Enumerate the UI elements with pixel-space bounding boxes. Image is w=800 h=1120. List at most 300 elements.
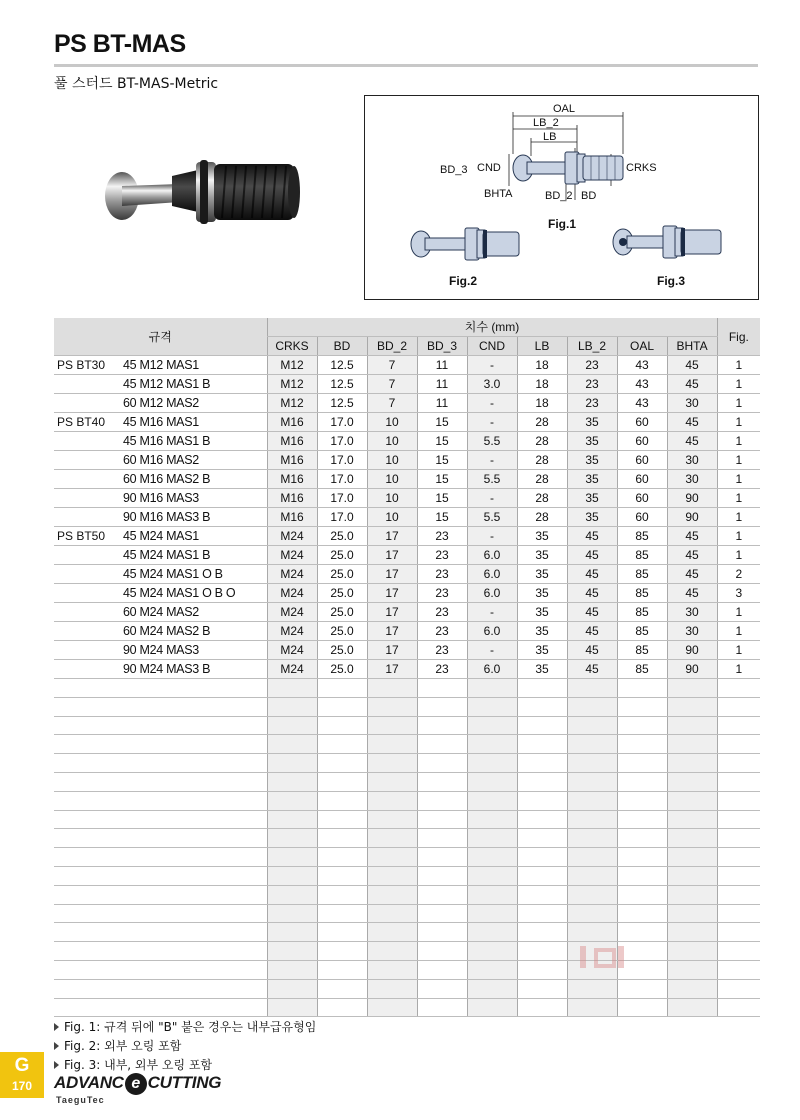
empty-cell: [667, 679, 717, 698]
spec-prefix: [54, 584, 123, 603]
empty-cell: [267, 960, 317, 979]
empty-cell: [367, 829, 417, 848]
empty-cell: [123, 942, 267, 961]
empty-cell: [123, 697, 267, 716]
dim-cell: 5.5: [467, 470, 517, 489]
dim-cell: M16: [267, 413, 317, 432]
empty-cell: [467, 697, 517, 716]
empty-cell: [717, 904, 760, 923]
dim-cell: 17.0: [317, 508, 367, 527]
empty-cell: [467, 904, 517, 923]
table-row: [54, 451, 760, 470]
dim-cell: 28: [517, 413, 567, 432]
empty-cell: [617, 716, 667, 735]
empty-cell: [367, 791, 417, 810]
label-bd3: BD_3: [440, 164, 468, 176]
blank-row: [54, 885, 760, 904]
dims-header: 치수 (mm): [267, 318, 717, 337]
fig-cell: 1: [717, 451, 760, 470]
label-cnd: CND: [477, 162, 501, 174]
label-bhta: BHTA: [484, 188, 513, 200]
pull-stud-photo: [100, 150, 320, 230]
dim-cell: 17: [367, 660, 417, 679]
empty-cell: [667, 866, 717, 885]
footnote-item: [54, 1037, 316, 1056]
dim-cell: 6.0: [467, 565, 517, 584]
section-letter: G: [14, 1055, 30, 1076]
empty-cell: [467, 829, 517, 848]
empty-cell: [54, 735, 123, 754]
empty-cell: [667, 885, 717, 904]
dim-cell: 23: [417, 546, 467, 565]
spec-name: 90 M24 MAS3 B: [123, 660, 267, 679]
dim-cell: 15: [417, 470, 467, 489]
spec-prefix: PS BT30: [54, 356, 123, 375]
footnote-text: Fig. 1: 규격 뒤에 "B" 붙은 경우는 내부급유형임: [64, 1020, 317, 1034]
dim-cell: 25.0: [317, 641, 367, 660]
empty-cell: [667, 979, 717, 998]
dim-cell: 90: [667, 489, 717, 508]
dim-cell: -: [467, 356, 517, 375]
dim-cell: 25.0: [317, 660, 367, 679]
dim-cell: 23: [567, 375, 617, 394]
dim-cell: 45: [567, 584, 617, 603]
empty-cell: [267, 866, 317, 885]
dim-cell: 45: [667, 527, 717, 546]
dim-cell: 45: [667, 565, 717, 584]
empty-cell: [123, 735, 267, 754]
table-row: [54, 622, 760, 641]
dim-cell: M24: [267, 660, 317, 679]
col-header: CRKS: [267, 337, 317, 356]
dim-cell: 85: [617, 622, 667, 641]
empty-cell: [517, 923, 567, 942]
dim-cell: 6.0: [467, 622, 517, 641]
dim-cell: 45: [667, 584, 717, 603]
spec-name: 45 M24 MAS1 O B O: [123, 584, 267, 603]
spec-prefix: [54, 641, 123, 660]
dim-cell: 17: [367, 622, 417, 641]
dim-cell: 23: [567, 394, 617, 413]
empty-cell: [54, 772, 123, 791]
empty-cell: [517, 866, 567, 885]
empty-cell: [467, 866, 517, 885]
dim-cell: 30: [667, 394, 717, 413]
spec-prefix: [54, 546, 123, 565]
title-divider: [54, 64, 758, 67]
empty-cell: [267, 942, 317, 961]
empty-cell: [417, 810, 467, 829]
dim-cell: -: [467, 527, 517, 546]
dim-cell: 28: [517, 489, 567, 508]
empty-cell: [567, 885, 617, 904]
spec-name: 60 M24 MAS2: [123, 603, 267, 622]
empty-cell: [567, 697, 617, 716]
dim-cell: 3.0: [467, 375, 517, 394]
label-oal: OAL: [553, 103, 576, 115]
spec-prefix: [54, 603, 123, 622]
dim-cell: M16: [267, 470, 317, 489]
col-header: BD_3: [417, 337, 467, 356]
empty-cell: [123, 904, 267, 923]
dim-cell: 45: [667, 356, 717, 375]
blank-row: [54, 754, 760, 773]
watermark-logo: [540, 940, 670, 1010]
empty-cell: [317, 998, 367, 1017]
fig-cell: 1: [717, 660, 760, 679]
dim-cell: 85: [617, 546, 667, 565]
dim-cell: M12: [267, 375, 317, 394]
col-header: BD_2: [367, 337, 417, 356]
empty-cell: [467, 716, 517, 735]
empty-cell: [317, 716, 367, 735]
empty-cell: [367, 998, 417, 1017]
brand-text-right: CUTTING: [147, 1073, 222, 1092]
empty-cell: [417, 942, 467, 961]
empty-cell: [417, 979, 467, 998]
empty-cell: [317, 772, 367, 791]
dim-cell: 10: [367, 489, 417, 508]
dim-cell: 90: [667, 660, 717, 679]
empty-cell: [54, 923, 123, 942]
dim-cell: 10: [367, 451, 417, 470]
empty-cell: [467, 791, 517, 810]
empty-cell: [317, 979, 367, 998]
page-title: PS BT-MAS: [54, 30, 186, 58]
table-row: [54, 375, 760, 394]
empty-cell: [717, 810, 760, 829]
empty-cell: [267, 848, 317, 867]
empty-cell: [54, 848, 123, 867]
empty-cell: [467, 998, 517, 1017]
dim-cell: 23: [417, 603, 467, 622]
empty-cell: [567, 754, 617, 773]
empty-cell: [267, 754, 317, 773]
empty-cell: [717, 716, 760, 735]
dim-cell: 6.0: [467, 584, 517, 603]
brand-logo: [54, 1073, 221, 1095]
empty-cell: [517, 829, 567, 848]
empty-cell: [667, 791, 717, 810]
dim-cell: 10: [367, 432, 417, 451]
dim-cell: 17: [367, 527, 417, 546]
empty-cell: [54, 697, 123, 716]
dim-cell: 17.0: [317, 451, 367, 470]
dim-cell: 17: [367, 603, 417, 622]
empty-cell: [367, 979, 417, 998]
blank-row: [54, 697, 760, 716]
empty-cell: [54, 942, 123, 961]
empty-cell: [317, 735, 367, 754]
empty-cell: [367, 679, 417, 698]
empty-cell: [317, 791, 367, 810]
brand-e-icon: e: [125, 1073, 147, 1095]
dim-cell: 7: [367, 356, 417, 375]
fig-cell: 1: [717, 432, 760, 451]
empty-cell: [667, 697, 717, 716]
empty-cell: [123, 716, 267, 735]
dim-cell: 18: [517, 394, 567, 413]
empty-cell: [54, 866, 123, 885]
spec-prefix: [54, 660, 123, 679]
empty-cell: [54, 791, 123, 810]
empty-cell: [467, 960, 517, 979]
dimension-diagram: [364, 95, 759, 300]
empty-cell: [54, 679, 123, 698]
empty-cell: [667, 754, 717, 773]
empty-cell: [267, 735, 317, 754]
dim-cell: 17.0: [317, 470, 367, 489]
empty-cell: [417, 772, 467, 791]
dim-cell: 28: [517, 508, 567, 527]
brand-text-left: ADVANC: [54, 1073, 124, 1092]
dim-cell: -: [467, 489, 517, 508]
empty-cell: [267, 791, 317, 810]
dim-cell: 30: [667, 470, 717, 489]
dim-cell: 11: [417, 375, 467, 394]
dim-cell: 45: [667, 546, 717, 565]
table-row: [54, 660, 760, 679]
empty-cell: [717, 829, 760, 848]
table-row: [54, 489, 760, 508]
empty-cell: [567, 923, 617, 942]
dim-cell: 35: [517, 565, 567, 584]
section-page-tab: [0, 1052, 44, 1098]
blank-row: [54, 772, 760, 791]
dim-cell: 11: [417, 394, 467, 413]
dim-cell: 60: [617, 489, 667, 508]
empty-cell: [317, 810, 367, 829]
empty-cell: [667, 810, 717, 829]
spec-name: 60 M24 MAS2 B: [123, 622, 267, 641]
empty-cell: [567, 679, 617, 698]
dim-cell: 17: [367, 565, 417, 584]
empty-cell: [317, 960, 367, 979]
empty-cell: [367, 754, 417, 773]
empty-cell: [717, 772, 760, 791]
empty-cell: [367, 885, 417, 904]
bullet-triangle-icon: [54, 1023, 59, 1031]
fig2-caption: Fig.2: [449, 274, 478, 288]
empty-cell: [517, 679, 567, 698]
dim-cell: 35: [517, 584, 567, 603]
empty-cell: [267, 679, 317, 698]
empty-cell: [667, 735, 717, 754]
dim-cell: 60: [617, 451, 667, 470]
spec-prefix: [54, 622, 123, 641]
dim-cell: M12: [267, 356, 317, 375]
spec-name: 45 M24 MAS1 B: [123, 546, 267, 565]
dim-cell: M24: [267, 641, 317, 660]
table-row: [54, 546, 760, 565]
spec-name: 60 M16 MAS2: [123, 451, 267, 470]
footnote-item: [54, 1018, 316, 1037]
empty-cell: [267, 904, 317, 923]
empty-cell: [54, 885, 123, 904]
spec-name: 45 M12 MAS1 B: [123, 375, 267, 394]
fig-cell: 1: [717, 641, 760, 660]
dim-cell: 85: [617, 584, 667, 603]
table-row: [54, 394, 760, 413]
dim-cell: 30: [667, 451, 717, 470]
empty-cell: [467, 848, 517, 867]
empty-cell: [123, 772, 267, 791]
spec-prefix: [54, 432, 123, 451]
dim-cell: 15: [417, 489, 467, 508]
empty-cell: [417, 848, 467, 867]
spec-prefix: [54, 451, 123, 470]
empty-cell: [617, 885, 667, 904]
empty-cell: [267, 697, 317, 716]
dim-cell: 15: [417, 451, 467, 470]
empty-cell: [367, 735, 417, 754]
empty-cell: [367, 772, 417, 791]
empty-cell: [717, 848, 760, 867]
empty-cell: [567, 829, 617, 848]
dim-cell: 7: [367, 375, 417, 394]
empty-cell: [467, 810, 517, 829]
empty-cell: [567, 904, 617, 923]
empty-cell: [567, 791, 617, 810]
spec-prefix: PS BT50: [54, 527, 123, 546]
dim-cell: 35: [567, 413, 617, 432]
empty-cell: [617, 848, 667, 867]
empty-cell: [367, 942, 417, 961]
empty-cell: [517, 885, 567, 904]
empty-cell: [267, 923, 317, 942]
empty-cell: [317, 829, 367, 848]
spec-table-header: [54, 318, 760, 356]
dim-cell: 25.0: [317, 584, 367, 603]
spec-name: 45 M16 MAS1 B: [123, 432, 267, 451]
empty-cell: [617, 923, 667, 942]
empty-cell: [123, 810, 267, 829]
dim-cell: 10: [367, 413, 417, 432]
empty-cell: [417, 904, 467, 923]
empty-cell: [123, 998, 267, 1017]
table-row: [54, 565, 760, 584]
label-lb2: LB_2: [533, 117, 559, 129]
empty-cell: [717, 942, 760, 961]
dim-cell: 90: [667, 508, 717, 527]
dim-cell: 17.0: [317, 413, 367, 432]
empty-cell: [417, 885, 467, 904]
empty-cell: [567, 866, 617, 885]
dim-cell: 45: [667, 413, 717, 432]
spec-prefix: [54, 565, 123, 584]
blank-row: [54, 791, 760, 810]
empty-cell: [467, 979, 517, 998]
spec-name: 90 M16 MAS3 B: [123, 508, 267, 527]
dim-cell: 11: [417, 356, 467, 375]
empty-cell: [54, 979, 123, 998]
empty-cell: [467, 735, 517, 754]
empty-cell: [267, 810, 317, 829]
empty-cell: [517, 810, 567, 829]
dim-cell: 85: [617, 660, 667, 679]
empty-cell: [467, 754, 517, 773]
bullet-triangle-icon: [54, 1061, 59, 1069]
empty-cell: [54, 754, 123, 773]
dim-cell: M24: [267, 622, 317, 641]
label-bd: BD: [581, 190, 597, 202]
empty-cell: [267, 716, 317, 735]
table-row: [54, 470, 760, 489]
blank-row: [54, 829, 760, 848]
dim-cell: 35: [517, 546, 567, 565]
fig-cell: 2: [717, 565, 760, 584]
dim-cell: 45: [567, 622, 617, 641]
spec-prefix: [54, 470, 123, 489]
empty-cell: [467, 923, 517, 942]
empty-cell: [367, 716, 417, 735]
fig-cell: 1: [717, 489, 760, 508]
empty-cell: [567, 735, 617, 754]
col-header: BHTA: [667, 337, 717, 356]
dim-cell: M16: [267, 508, 317, 527]
dim-cell: 60: [617, 508, 667, 527]
col-header: LB_2: [567, 337, 617, 356]
empty-cell: [717, 960, 760, 979]
dim-cell: 45: [567, 565, 617, 584]
empty-cell: [54, 810, 123, 829]
empty-cell: [317, 942, 367, 961]
dim-cell: 15: [417, 432, 467, 451]
empty-cell: [267, 998, 317, 1017]
dim-cell: M16: [267, 489, 317, 508]
dim-cell: 60: [617, 432, 667, 451]
empty-cell: [667, 942, 717, 961]
fig-cell: 1: [717, 356, 760, 375]
empty-cell: [717, 754, 760, 773]
dim-cell: 23: [417, 641, 467, 660]
dim-cell: M24: [267, 546, 317, 565]
spec-name: 45 M24 MAS1 O B: [123, 565, 267, 584]
empty-cell: [417, 754, 467, 773]
dim-cell: 17.0: [317, 489, 367, 508]
dim-cell: 35: [517, 603, 567, 622]
dim-cell: 12.5: [317, 375, 367, 394]
dim-cell: 17: [367, 584, 417, 603]
empty-cell: [123, 754, 267, 773]
empty-cell: [367, 960, 417, 979]
dim-cell: 60: [617, 413, 667, 432]
spec-name: 60 M16 MAS2 B: [123, 470, 267, 489]
dim-cell: 45: [567, 527, 617, 546]
table-row: [54, 356, 760, 375]
empty-cell: [467, 942, 517, 961]
empty-cell: [517, 791, 567, 810]
empty-cell: [367, 923, 417, 942]
dim-cell: M12: [267, 394, 317, 413]
empty-cell: [317, 885, 367, 904]
empty-cell: [367, 810, 417, 829]
empty-cell: [617, 904, 667, 923]
empty-cell: [617, 735, 667, 754]
col-header: LB: [517, 337, 567, 356]
empty-cell: [417, 829, 467, 848]
dim-cell: -: [467, 413, 517, 432]
dim-cell: 85: [617, 527, 667, 546]
empty-cell: [517, 772, 567, 791]
table-row: [54, 603, 760, 622]
dim-cell: 30: [667, 603, 717, 622]
empty-cell: [417, 791, 467, 810]
empty-cell: [417, 697, 467, 716]
blank-row: [54, 866, 760, 885]
blank-row: [54, 679, 760, 698]
empty-cell: [617, 754, 667, 773]
